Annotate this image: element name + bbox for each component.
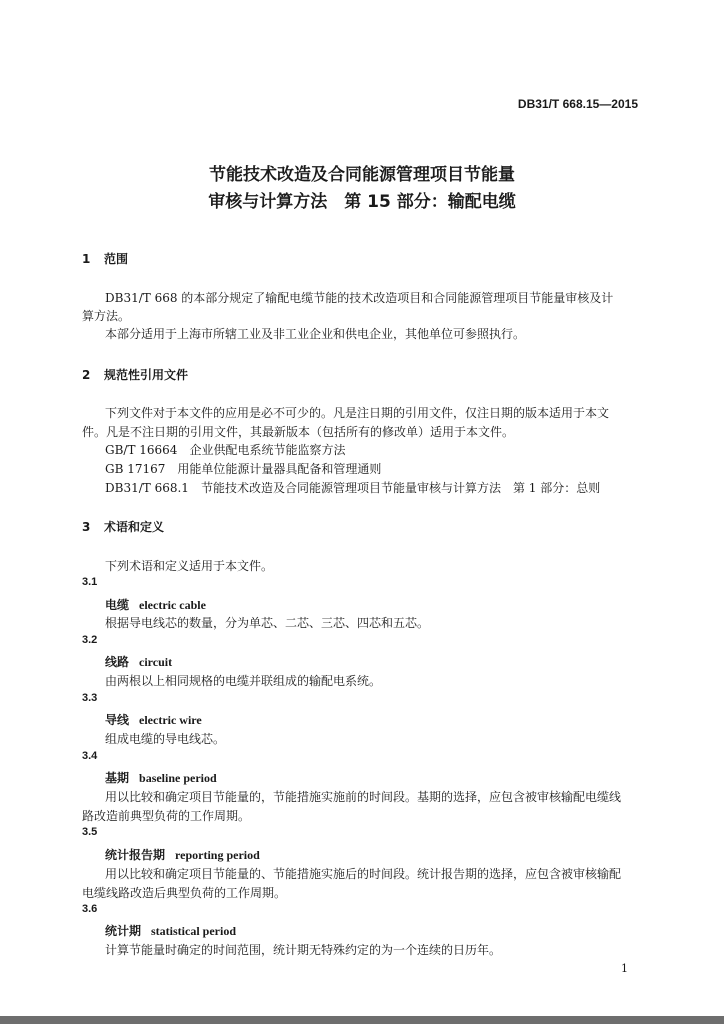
term-zh: 统计期 bbox=[105, 924, 142, 938]
section-3-heading bbox=[82, 518, 164, 535]
section-1-para-1-line-2: 算方法。 bbox=[82, 309, 131, 323]
term-zh: 统计报告期 bbox=[105, 848, 166, 862]
document-title-line-2: 审核与计算方法 第 15 部分：输配电缆 bbox=[208, 192, 516, 212]
reference-title: 用能单位能源计量器具配备和管理通则 bbox=[177, 462, 382, 476]
term-definition: 组成电缆的导电线芯。 bbox=[105, 732, 226, 746]
section-title: 术语和定义 bbox=[104, 520, 165, 534]
reference-item bbox=[105, 441, 345, 458]
term-en: electric cable bbox=[139, 598, 206, 612]
section-2-para-1-line-1: 下列文件对于本文件的应用是必不可少的。凡是注日期的引用文件，仅注日期的版本适用于本文 bbox=[105, 406, 610, 420]
section-1-heading bbox=[82, 250, 128, 267]
reference-code: GB/T 16664 bbox=[105, 443, 178, 457]
term-definition-line-2: 电缆线路改造后典型负荷的工作周期。 bbox=[82, 886, 287, 900]
term-heading bbox=[105, 596, 206, 613]
section-number: 1 bbox=[82, 252, 91, 266]
term-number: 3.6 bbox=[82, 903, 98, 915]
term-definition-line-1: 用以比较和确定项目节能量的，节能措施实施前的时间段。基期的选择，应包含被审核输配电缆线 bbox=[105, 790, 622, 804]
term-number: 3.3 bbox=[82, 692, 98, 704]
term-definition-line-1: 用以比较和确定项目节能量的、节能措施实施后的时间段。统计报告期的选择，应包含被审核输配 bbox=[105, 867, 622, 881]
section-2-para-1-line-2: 件。凡是不注日期的引用文件，其最新版本（包括所有的修改单）适用于本文件。 bbox=[82, 425, 515, 439]
reference-code: GB 17167 bbox=[105, 462, 166, 476]
term-zh: 电缆 bbox=[105, 598, 130, 612]
term-number: 3.5 bbox=[82, 826, 98, 838]
term-heading bbox=[105, 653, 172, 670]
section-1-para-2: 本部分适用于上海市所辖工业及非工业企业和供电企业，其他单位可参照执行。 bbox=[105, 327, 526, 341]
section-3-intro: 下列术语和定义适用于本文件。 bbox=[105, 559, 274, 573]
term-definition: 计算节能量时确定的时间范围，统计期无特殊约定的为一个连续的日历年。 bbox=[105, 943, 502, 957]
page-number: 1 bbox=[621, 962, 628, 975]
standard-code: DB31/T 668.15—2015 bbox=[517, 97, 638, 111]
section-number: 2 bbox=[82, 368, 91, 382]
term-en: baseline period bbox=[139, 771, 217, 785]
term-definition: 根据导电线芯的数量，分为单芯、二芯、三芯、四芯和五芯。 bbox=[105, 616, 430, 630]
term-definition: 由两根以上相同规格的电缆并联组成的输配电系统。 bbox=[105, 674, 382, 688]
reference-title: 企业供配电系统节能监察方法 bbox=[189, 443, 346, 457]
term-heading bbox=[105, 711, 202, 728]
reference-title: 节能技术改造及合同能源管理项目节能量审核与计算方法 第 1 部分：总则 bbox=[200, 481, 601, 495]
section-title: 规范性引用文件 bbox=[104, 368, 189, 382]
term-en: circuit bbox=[139, 655, 173, 669]
term-number: 3.1 bbox=[82, 576, 98, 588]
reference-code: DB31/T 668.1 bbox=[105, 481, 189, 495]
term-heading bbox=[105, 846, 260, 863]
term-zh: 线路 bbox=[105, 655, 130, 669]
reference-item bbox=[105, 479, 600, 496]
section-1-para-1-line-1: DB31/T 668 的本部分规定了输配电缆节能的技术改造项目和合同能源管理项目节能量审核及计 bbox=[105, 291, 614, 305]
term-zh: 基期 bbox=[105, 771, 130, 785]
section-2-heading bbox=[82, 366, 188, 383]
term-en: electric wire bbox=[139, 713, 202, 727]
term-heading bbox=[105, 922, 236, 939]
document-title-line-1: 节能技术改造及合同能源管理项目节能量 bbox=[209, 165, 515, 185]
term-definition-line-2: 路改造前典型负荷的工作周期。 bbox=[82, 809, 251, 823]
reference-item bbox=[105, 460, 381, 477]
section-title: 范围 bbox=[104, 252, 129, 266]
section-number: 3 bbox=[82, 520, 91, 534]
term-number: 3.4 bbox=[82, 750, 98, 762]
term-heading bbox=[105, 769, 217, 786]
term-number: 3.2 bbox=[82, 634, 98, 646]
page-bottom-edge bbox=[0, 1016, 724, 1024]
term-en: reporting period bbox=[175, 848, 260, 862]
term-en: statistical period bbox=[151, 924, 237, 938]
term-zh: 导线 bbox=[105, 713, 130, 727]
